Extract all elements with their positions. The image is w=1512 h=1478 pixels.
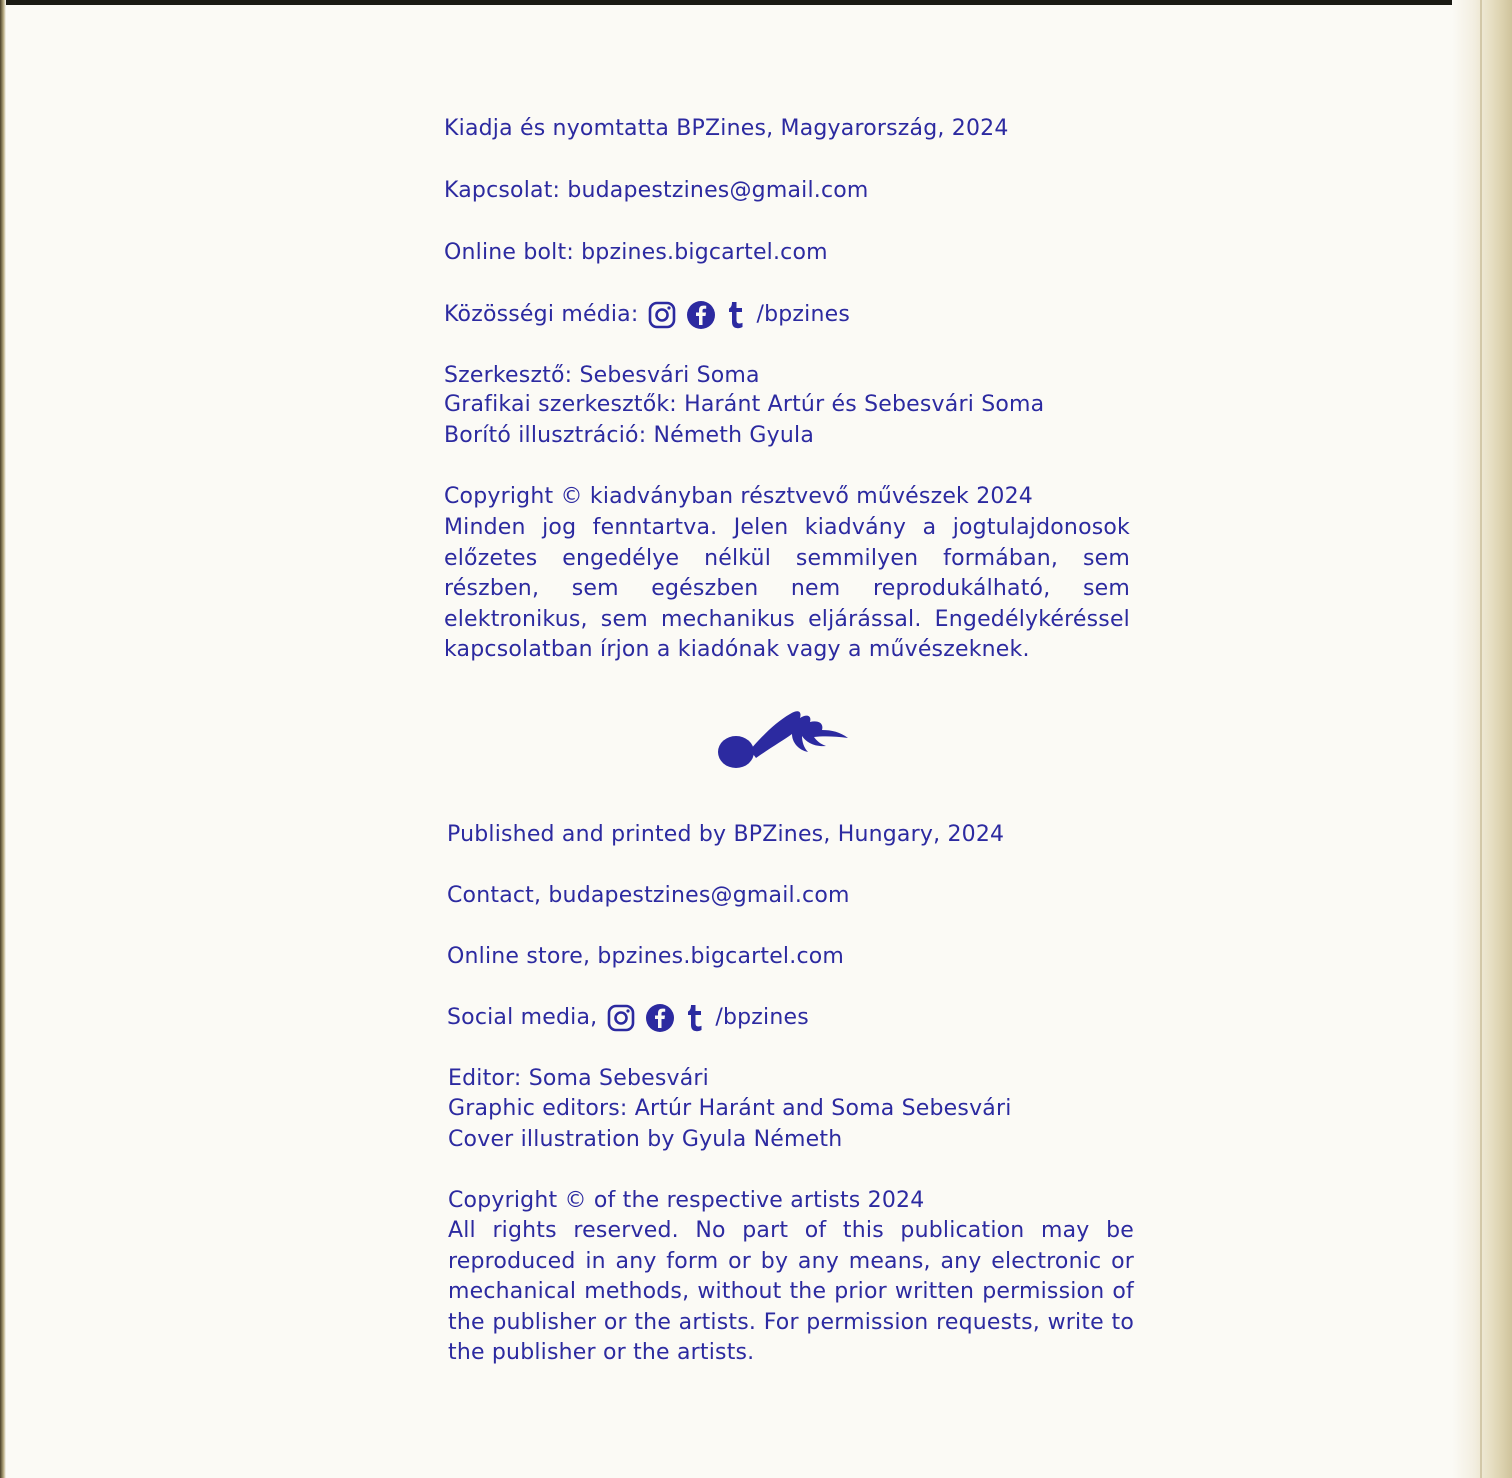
en-contact-line: Contact, budapestzines@gmail.com — [447, 883, 850, 908]
instagram-icon — [648, 301, 676, 329]
facebook-icon — [645, 1003, 675, 1033]
en-cover-line: Cover illustration by Gyula Németh — [448, 1127, 843, 1152]
page-top-edge — [0, 0, 1512, 5]
hu-social-line — [444, 300, 850, 330]
hu-copyright-line: Copyright © kiadványban résztvevő művészek 2024 — [444, 484, 1033, 509]
en-social-line — [447, 1003, 809, 1033]
hu-social-label: Közösségi média: — [444, 302, 639, 327]
bpzines-logo — [712, 706, 852, 780]
hu-cover-line: Borító illusztráció: Németh Gyula — [444, 423, 815, 448]
hu-contact-line: Kapcsolat: budapestzines@gmail.com — [444, 178, 869, 203]
instagram-icon — [607, 1004, 635, 1032]
en-graphic-editors-line: Graphic editors: Artúr Haránt and Soma Sebesvári — [448, 1096, 1012, 1121]
page-binding-line — [1480, 0, 1482, 1478]
tumblr-icon — [685, 1003, 705, 1033]
hu-graphic-editors-line: Grafikai szerkesztők: Haránt Artúr és Sebesvári Soma — [444, 392, 1045, 417]
en-rights-paragraph: All rights reserved. No part of this publication may be reproduced in any form or by any means, any electronic or mechanical methods, without the prior written permission of the publisher or the artists. For permission requests, write to the publisher or the artists. — [448, 1218, 1134, 1365]
facebook-icon — [686, 300, 716, 330]
en-copyright-line: Copyright © of the respective artists 2024 — [448, 1188, 925, 1213]
page-left-edge — [0, 0, 6, 1478]
en-store-line: Online store, bpzines.bigcartel.com — [447, 944, 845, 969]
hu-store-line: Online bolt: bpzines.bigcartel.com — [444, 240, 828, 265]
hu-social-handle: /bpzines — [756, 302, 851, 327]
en-published-line: Published and printed by BPZines, Hungary, 2024 — [447, 822, 1005, 847]
hu-editor-line: Szerkesztő: Sebesvári Soma — [444, 363, 760, 388]
hu-rights-paragraph: Minden jog fenntartva. Jelen kiadvány a jogtulajdonosok előzetes engedélye nélkül semmilyen formában, sem részben, sem egészben nem reprodukálható, sem elektronikus, sem mechanikus eljárással. Engedélykéréssel kapcsolatban írjon a kiadónak vagy a művészeknek. — [444, 515, 1130, 662]
en-editor-line: Editor: Soma Sebesvári — [448, 1066, 709, 1091]
en-social-label: Social media, — [447, 1005, 598, 1030]
en-social-handle: /bpzines — [715, 1005, 809, 1030]
page-right-edge — [1452, 0, 1512, 1478]
hu-published-line: Kiadja és nyomtatta BPZines, Magyarország, 2024 — [444, 116, 1009, 141]
tumblr-icon — [726, 300, 746, 330]
